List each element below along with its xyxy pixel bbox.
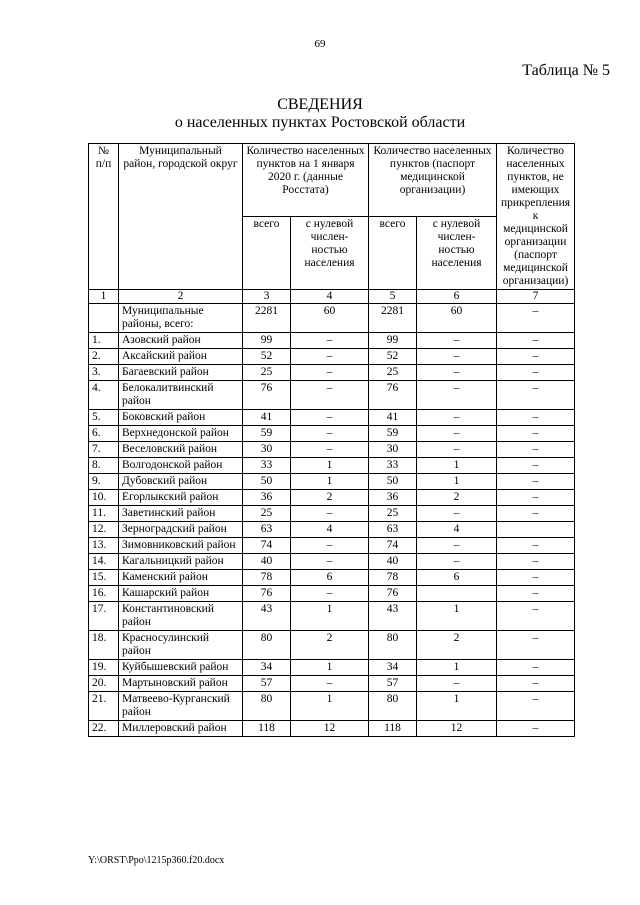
row-number: 14. bbox=[89, 554, 119, 570]
row-number: 13. bbox=[89, 538, 119, 554]
table-row bbox=[89, 474, 575, 490]
district-name: Зерноградский район bbox=[119, 522, 243, 538]
district-name: Матвеево-Курганский район bbox=[119, 692, 243, 721]
page-number: 69 bbox=[314, 38, 326, 50]
row-number: 7. bbox=[89, 442, 119, 458]
no-attachment: – bbox=[497, 554, 575, 570]
rosstat-total: 2281 bbox=[243, 304, 291, 333]
passport-zero: 4 bbox=[417, 522, 497, 538]
table-row bbox=[89, 426, 575, 442]
district-name: Зимовниковский район bbox=[119, 538, 243, 554]
rosstat-total: 34 bbox=[243, 660, 291, 676]
district-name: Красносулинский район bbox=[119, 631, 243, 660]
rosstat-zero: – bbox=[291, 349, 369, 365]
table-row bbox=[89, 554, 575, 570]
no-attachment: – bbox=[497, 538, 575, 554]
header-rosstat: Количество населенных пунктов на 1 января 2020 г. (данные Росстата) bbox=[243, 144, 369, 217]
rosstat-zero: 60 bbox=[291, 304, 369, 333]
rosstat-zero: – bbox=[291, 381, 369, 410]
passport-zero: – bbox=[417, 538, 497, 554]
passport-total: 76 bbox=[369, 586, 417, 602]
passport-total: 33 bbox=[369, 458, 417, 474]
district-name: Заветинский район bbox=[119, 506, 243, 522]
title-line-1: СВЕДЕНИЯ bbox=[277, 96, 363, 113]
rosstat-zero: – bbox=[291, 538, 369, 554]
rosstat-zero: 1 bbox=[291, 602, 369, 631]
passport-zero: – bbox=[417, 676, 497, 692]
row-number: 2. bbox=[89, 349, 119, 365]
table-row bbox=[89, 721, 575, 737]
row-number: 1. bbox=[89, 333, 119, 349]
row-number: 4. bbox=[89, 381, 119, 410]
no-attachment: – bbox=[497, 570, 575, 586]
district-name: Куйбышевский район bbox=[119, 660, 243, 676]
no-attachment: – bbox=[497, 721, 575, 737]
row-number bbox=[89, 304, 119, 333]
passport-zero: – bbox=[417, 381, 497, 410]
rosstat-total: 63 bbox=[243, 522, 291, 538]
passport-zero: 60 bbox=[417, 304, 497, 333]
passport-zero: – bbox=[417, 554, 497, 570]
column-number: 1 bbox=[89, 290, 119, 304]
rosstat-total: 57 bbox=[243, 676, 291, 692]
passport-zero: 1 bbox=[417, 692, 497, 721]
row-number: 17. bbox=[89, 602, 119, 631]
column-number: 7 bbox=[497, 290, 575, 304]
rosstat-zero: – bbox=[291, 365, 369, 381]
column-numbers-row bbox=[89, 290, 575, 304]
table-row bbox=[89, 660, 575, 676]
no-attachment: – bbox=[497, 426, 575, 442]
passport-total: 30 bbox=[369, 442, 417, 458]
rosstat-total: 52 bbox=[243, 349, 291, 365]
document-title bbox=[0, 96, 640, 132]
rosstat-zero: – bbox=[291, 333, 369, 349]
no-attachment: – bbox=[497, 365, 575, 381]
table-row bbox=[89, 442, 575, 458]
district-name: Муниципальные районы, всего: bbox=[119, 304, 243, 333]
row-number: 8. bbox=[89, 458, 119, 474]
passport-zero: – bbox=[417, 506, 497, 522]
table-row bbox=[89, 304, 575, 333]
passport-total: 25 bbox=[369, 365, 417, 381]
passport-total: 34 bbox=[369, 660, 417, 676]
passport-total: 25 bbox=[369, 506, 417, 522]
passport-zero: 2 bbox=[417, 631, 497, 660]
no-attachment: – bbox=[497, 410, 575, 426]
header-num: № п/п bbox=[89, 144, 119, 290]
row-number: 6. bbox=[89, 426, 119, 442]
district-name: Азовский район bbox=[119, 333, 243, 349]
no-attachment: – bbox=[497, 631, 575, 660]
row-number: 9. bbox=[89, 474, 119, 490]
table-row bbox=[89, 458, 575, 474]
district-name: Белокалитвинский район bbox=[119, 381, 243, 410]
table-row bbox=[89, 522, 575, 538]
rosstat-zero: 1 bbox=[291, 692, 369, 721]
row-number: 3. bbox=[89, 365, 119, 381]
subheader-total: всего bbox=[243, 217, 291, 290]
table-label: Таблица № 5 bbox=[522, 62, 610, 79]
passport-zero: 1 bbox=[417, 660, 497, 676]
column-number: 6 bbox=[417, 290, 497, 304]
no-attachment: – bbox=[497, 586, 575, 602]
table-row bbox=[89, 349, 575, 365]
row-number: 15. bbox=[89, 570, 119, 586]
passport-total: 41 bbox=[369, 410, 417, 426]
no-attachment: – bbox=[497, 304, 575, 333]
rosstat-zero: – bbox=[291, 506, 369, 522]
header-no-attachment: Количество населенных пунктов, не имеющих прикрепления к медицинской организации (паспорт медицинской организации) bbox=[497, 144, 575, 290]
passport-zero: – bbox=[417, 365, 497, 381]
district-name: Кагальницкий район bbox=[119, 554, 243, 570]
table-row bbox=[89, 602, 575, 631]
column-number: 4 bbox=[291, 290, 369, 304]
no-attachment: – bbox=[497, 349, 575, 365]
rosstat-total: 80 bbox=[243, 692, 291, 721]
table-row bbox=[89, 333, 575, 349]
rosstat-total: 76 bbox=[243, 586, 291, 602]
rosstat-zero: 1 bbox=[291, 458, 369, 474]
passport-total: 76 bbox=[369, 381, 417, 410]
no-attachment: – bbox=[497, 333, 575, 349]
district-name: Миллеровский район bbox=[119, 721, 243, 737]
rosstat-zero: 1 bbox=[291, 474, 369, 490]
table-row bbox=[89, 365, 575, 381]
column-number: 5 bbox=[369, 290, 417, 304]
row-number: 10. bbox=[89, 490, 119, 506]
rosstat-total: 118 bbox=[243, 721, 291, 737]
district-name: Багаевский район bbox=[119, 365, 243, 381]
header-passport: Количество населенных пунктов (паспорт медицинской организации) bbox=[369, 144, 497, 217]
rosstat-zero: 6 bbox=[291, 570, 369, 586]
rosstat-zero: – bbox=[291, 442, 369, 458]
column-number: 3 bbox=[243, 290, 291, 304]
passport-total: 80 bbox=[369, 631, 417, 660]
rosstat-zero: 2 bbox=[291, 631, 369, 660]
table-row bbox=[89, 586, 575, 602]
district-name: Волгодонской район bbox=[119, 458, 243, 474]
district-name: Веселовский район bbox=[119, 442, 243, 458]
passport-total: 74 bbox=[369, 538, 417, 554]
table-row bbox=[89, 692, 575, 721]
passport-zero: 1 bbox=[417, 458, 497, 474]
table-row bbox=[89, 570, 575, 586]
rosstat-total: 74 bbox=[243, 538, 291, 554]
table-row bbox=[89, 410, 575, 426]
row-number: 5. bbox=[89, 410, 119, 426]
rosstat-total: 40 bbox=[243, 554, 291, 570]
rosstat-total: 80 bbox=[243, 631, 291, 660]
table-row bbox=[89, 538, 575, 554]
rosstat-zero: 2 bbox=[291, 490, 369, 506]
no-attachment: – bbox=[497, 676, 575, 692]
rosstat-total: 41 bbox=[243, 410, 291, 426]
passport-total: 118 bbox=[369, 721, 417, 737]
district-name: Егорлыкский район bbox=[119, 490, 243, 506]
no-attachment: – bbox=[497, 506, 575, 522]
rosstat-zero: 12 bbox=[291, 721, 369, 737]
rosstat-total: 33 bbox=[243, 458, 291, 474]
passport-total: 2281 bbox=[369, 304, 417, 333]
subheader-zero-population: с нулевой числен-ностью населения bbox=[291, 217, 369, 290]
table-row bbox=[89, 506, 575, 522]
rosstat-total: 59 bbox=[243, 426, 291, 442]
passport-total: 40 bbox=[369, 554, 417, 570]
column-number: 2 bbox=[119, 290, 243, 304]
district-name: Каменский район bbox=[119, 570, 243, 586]
passport-total: 50 bbox=[369, 474, 417, 490]
row-number: 21. bbox=[89, 692, 119, 721]
table-row bbox=[89, 631, 575, 660]
row-number: 12. bbox=[89, 522, 119, 538]
rosstat-total: 43 bbox=[243, 602, 291, 631]
passport-total: 63 bbox=[369, 522, 417, 538]
table-row bbox=[89, 676, 575, 692]
passport-zero: – bbox=[417, 410, 497, 426]
table-row bbox=[89, 381, 575, 410]
row-number: 11. bbox=[89, 506, 119, 522]
rosstat-zero: 4 bbox=[291, 522, 369, 538]
rosstat-zero: 1 bbox=[291, 660, 369, 676]
district-name: Мартыновский район bbox=[119, 676, 243, 692]
district-name: Константиновский район bbox=[119, 602, 243, 631]
district-name: Верхнедонской район bbox=[119, 426, 243, 442]
passport-zero: – bbox=[417, 426, 497, 442]
row-number: 22. bbox=[89, 721, 119, 737]
passport-total: 80 bbox=[369, 692, 417, 721]
rosstat-total: 50 bbox=[243, 474, 291, 490]
row-number: 20. bbox=[89, 676, 119, 692]
subheader-zero-population: с нулевой числен-ностью населения bbox=[417, 217, 497, 290]
passport-total: 36 bbox=[369, 490, 417, 506]
rosstat-zero: – bbox=[291, 676, 369, 692]
passport-zero: 12 bbox=[417, 721, 497, 737]
passport-total: 99 bbox=[369, 333, 417, 349]
rosstat-zero: – bbox=[291, 586, 369, 602]
district-name: Аксайский район bbox=[119, 349, 243, 365]
no-attachment: – bbox=[497, 602, 575, 631]
no-attachment: – bbox=[497, 381, 575, 410]
row-number: 18. bbox=[89, 631, 119, 660]
rosstat-total: 99 bbox=[243, 333, 291, 349]
passport-zero: – bbox=[417, 442, 497, 458]
passport-total: 59 bbox=[369, 426, 417, 442]
no-attachment: – bbox=[497, 490, 575, 506]
district-name: Кашарский район bbox=[119, 586, 243, 602]
rosstat-zero: – bbox=[291, 410, 369, 426]
rosstat-zero: – bbox=[291, 554, 369, 570]
no-attachment: – bbox=[497, 442, 575, 458]
rosstat-total: 30 bbox=[243, 442, 291, 458]
passport-total: 52 bbox=[369, 349, 417, 365]
title-line-2: о населенных пунктах Ростовской области bbox=[174, 114, 466, 131]
rosstat-total: 76 bbox=[243, 381, 291, 410]
passport-zero: 1 bbox=[417, 602, 497, 631]
row-number: 16. bbox=[89, 586, 119, 602]
passport-zero bbox=[417, 586, 497, 602]
rosstat-total: 78 bbox=[243, 570, 291, 586]
table-row bbox=[89, 490, 575, 506]
header-district: Муниципальный район, городской округ bbox=[119, 144, 243, 290]
no-attachment: – bbox=[497, 660, 575, 676]
subheader-total: всего bbox=[369, 217, 417, 290]
settlements-table bbox=[88, 143, 575, 737]
no-attachment bbox=[497, 522, 575, 538]
passport-zero: 2 bbox=[417, 490, 497, 506]
passport-total: 43 bbox=[369, 602, 417, 631]
district-name: Боковский район bbox=[119, 410, 243, 426]
no-attachment: – bbox=[497, 692, 575, 721]
passport-zero: 6 bbox=[417, 570, 497, 586]
passport-zero: 1 bbox=[417, 474, 497, 490]
district-name: Дубовский район bbox=[119, 474, 243, 490]
no-attachment: – bbox=[497, 458, 575, 474]
no-attachment: – bbox=[497, 474, 575, 490]
rosstat-zero: – bbox=[291, 426, 369, 442]
rosstat-total: 25 bbox=[243, 506, 291, 522]
rosstat-total: 25 bbox=[243, 365, 291, 381]
passport-zero: – bbox=[417, 333, 497, 349]
rosstat-total: 36 bbox=[243, 490, 291, 506]
row-number: 19. bbox=[89, 660, 119, 676]
passport-total: 78 bbox=[369, 570, 417, 586]
passport-total: 57 bbox=[369, 676, 417, 692]
passport-zero: – bbox=[417, 349, 497, 365]
file-path-footer: Y:\ORST\Ppo\1215p360.f20.docx bbox=[88, 855, 225, 866]
